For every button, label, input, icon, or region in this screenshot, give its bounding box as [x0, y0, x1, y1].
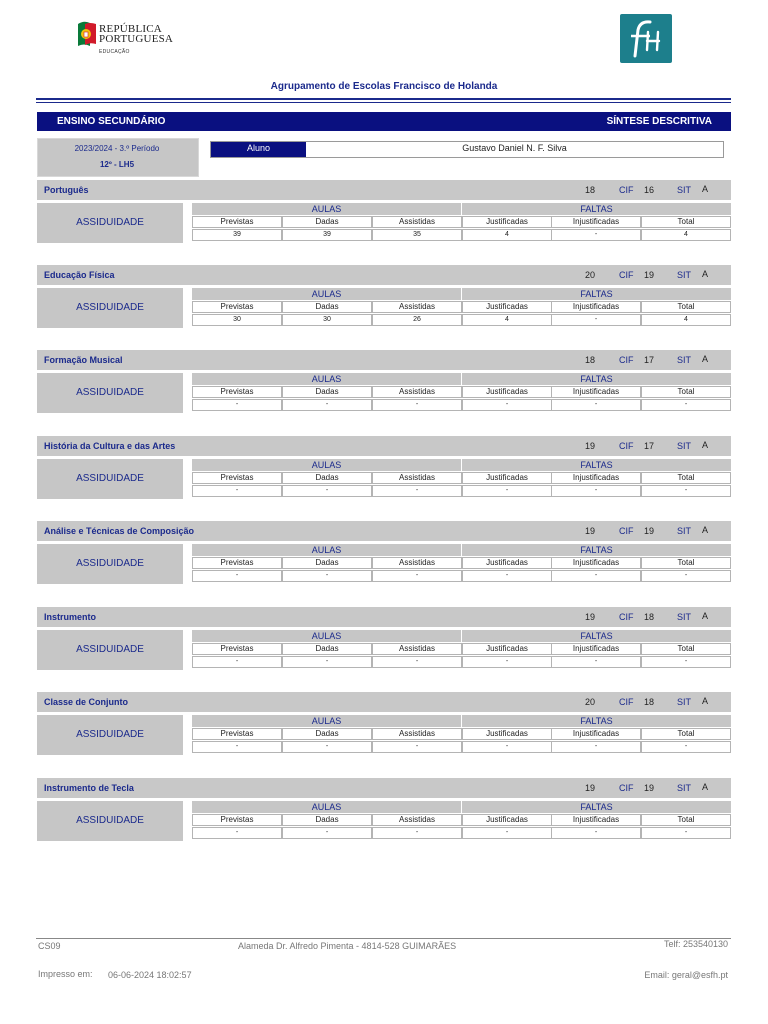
assiduidade-box — [37, 630, 183, 670]
attendance-value: - — [372, 827, 462, 839]
assiduidade-label: ASSIDUIDADE — [76, 217, 144, 228]
subject-name: Educação Física — [44, 270, 115, 280]
column-header: Injustificadas — [551, 216, 641, 228]
cif-label: CIF — [619, 185, 634, 195]
attendance-value: - — [641, 827, 731, 839]
assiduidade-label: ASSIDUIDADE — [76, 387, 144, 398]
faltas-group-header: FALTAS — [462, 288, 731, 300]
cif-label: CIF — [619, 526, 634, 536]
column-header: Total — [641, 301, 731, 313]
column-header: Dadas — [282, 557, 372, 569]
cif-label: CIF — [619, 783, 634, 793]
sit-label: SIT — [677, 185, 692, 195]
student-field — [210, 141, 724, 158]
sit-value: A — [702, 440, 709, 450]
subject-block — [37, 692, 731, 756]
column-header: Assistidas — [372, 557, 462, 569]
attendance-value: - — [641, 570, 731, 582]
cif-label: CIF — [619, 612, 634, 622]
assiduidade-box — [37, 459, 183, 499]
attendance-value: - — [551, 827, 641, 839]
column-header: Total — [641, 814, 731, 826]
assiduidade-label: ASSIDUIDADE — [76, 815, 144, 826]
gov-name-line1: REPÚBLICA — [99, 23, 162, 35]
column-header: Justificadas — [462, 386, 552, 398]
flag-emblem-icon — [76, 20, 98, 48]
subject-name: Formação Musical — [44, 355, 123, 365]
cif-value: 16 — [644, 185, 655, 195]
subject-grade: 18 — [585, 355, 596, 365]
attendance-value: - — [372, 741, 462, 753]
column-header: Assistidas — [372, 814, 462, 826]
subject-header — [37, 180, 731, 200]
column-header: Dadas — [282, 216, 372, 228]
attendance-value: - — [282, 485, 372, 497]
column-header: Total — [641, 643, 731, 655]
sit-value: A — [702, 269, 709, 279]
school-phone: Telf: 253540130 — [663, 939, 728, 949]
subject-grade: 19 — [585, 783, 596, 793]
sit-value: A — [702, 611, 709, 621]
attendance-value: - — [462, 399, 552, 411]
column-header: Total — [641, 386, 731, 398]
school-logo — [620, 14, 672, 63]
attendance-value: - — [192, 656, 282, 668]
attendance-value: 30 — [192, 314, 282, 326]
cif-value: 18 — [644, 612, 655, 622]
sit-label: SIT — [677, 612, 692, 622]
attendance-value: 30 — [282, 314, 372, 326]
column-header: Justificadas — [462, 557, 552, 569]
attendance-value: - — [462, 741, 552, 753]
title-bar — [37, 112, 731, 131]
subject-grade: 19 — [585, 612, 596, 622]
student-name: Gustavo Daniel N. F. Silva — [462, 143, 567, 153]
assiduidade-box — [37, 288, 183, 328]
column-header: Injustificadas — [551, 814, 641, 826]
column-header: Previstas — [192, 472, 282, 484]
subject-name: Instrumento — [44, 612, 97, 622]
assiduidade-label: ASSIDUIDADE — [76, 473, 144, 484]
class-name: 12º - LH5 — [99, 160, 135, 169]
column-header: Justificadas — [462, 814, 552, 826]
attendance-value: - — [551, 656, 641, 668]
cif-value: 18 — [644, 697, 655, 707]
subject-header — [37, 436, 731, 456]
column-header: Previstas — [192, 814, 282, 826]
column-header: Justificadas — [462, 216, 552, 228]
subject-header — [37, 778, 731, 798]
sit-label: SIT — [677, 526, 692, 536]
fh-monogram-icon — [620, 14, 672, 63]
aulas-group-header: AULAS — [192, 630, 461, 642]
faltas-group-header: FALTAS — [462, 373, 731, 385]
attendance-value: - — [192, 741, 282, 753]
column-header: Injustificadas — [551, 728, 641, 740]
aulas-group-header: AULAS — [192, 459, 461, 471]
attendance-value: - — [282, 656, 372, 668]
faltas-group-header: FALTAS — [462, 203, 731, 215]
subject-name: Classe de Conjunto — [44, 697, 129, 707]
attendance-value: 39 — [282, 229, 372, 241]
cif-value: 19 — [644, 526, 655, 536]
aulas-group-header: AULAS — [192, 544, 461, 556]
header-rule-thin — [36, 102, 731, 103]
subject-grade: 18 — [585, 185, 596, 195]
attendance-value: - — [551, 741, 641, 753]
assiduidade-label: ASSIDUIDADE — [76, 644, 144, 655]
attendance-value: - — [282, 827, 372, 839]
column-header: Justificadas — [462, 643, 552, 655]
subject-header — [37, 350, 731, 370]
attendance-value: - — [282, 570, 372, 582]
sit-label: SIT — [677, 783, 692, 793]
column-header: Assistidas — [372, 216, 462, 228]
sit-label: SIT — [677, 697, 692, 707]
column-header: Total — [641, 216, 731, 228]
student-label: Aluno — [211, 142, 306, 157]
column-header: Injustificadas — [551, 643, 641, 655]
attendance-value: 26 — [372, 314, 462, 326]
attendance-value: 4 — [462, 229, 552, 241]
aulas-group-header: AULAS — [192, 373, 461, 385]
assiduidade-box — [37, 715, 183, 755]
column-header: Assistidas — [372, 386, 462, 398]
subject-grade: 19 — [585, 526, 596, 536]
sit-value: A — [702, 782, 709, 792]
column-header: Assistidas — [372, 301, 462, 313]
column-header: Total — [641, 728, 731, 740]
subject-block — [37, 436, 731, 500]
subject-name: História da Cultura e das Artes — [44, 441, 176, 451]
attendance-value: - — [372, 656, 462, 668]
subject-block — [37, 350, 731, 414]
school-address: Alameda Dr. Alfredo Pimenta - 4814-528 GUIMARÃES — [238, 941, 457, 951]
attendance-value: - — [641, 399, 731, 411]
subject-name: Análise e Técnicas de Composição — [44, 526, 195, 536]
school-email: Email: geral@esfh.pt — [644, 970, 728, 980]
cif-value: 19 — [644, 270, 655, 280]
assiduidade-label: ASSIDUIDADE — [76, 302, 144, 313]
attendance-value: - — [462, 485, 552, 497]
aulas-group-header: AULAS — [192, 288, 461, 300]
column-header: Assistidas — [372, 728, 462, 740]
attendance-value: - — [551, 314, 641, 326]
column-header: Dadas — [282, 643, 372, 655]
attendance-value: - — [372, 399, 462, 411]
subject-name: Instrumento de Tecla — [44, 783, 134, 793]
subject-header — [37, 265, 731, 285]
sit-value: A — [702, 184, 709, 194]
column-header: Dadas — [282, 728, 372, 740]
subject-block — [37, 607, 731, 671]
attendance-value: 4 — [462, 314, 552, 326]
school-period: 2023/2024 - 3.º Período — [74, 144, 160, 153]
assiduidade-box — [37, 801, 183, 841]
aulas-group-header: AULAS — [192, 801, 461, 813]
header-rule — [36, 98, 731, 100]
attendance-value: - — [462, 656, 552, 668]
attendance-value: 4 — [641, 314, 731, 326]
subject-grade: 20 — [585, 270, 596, 280]
sit-value: A — [702, 525, 709, 535]
sit-value: A — [702, 696, 709, 706]
footer-rule — [36, 938, 731, 939]
column-header: Dadas — [282, 301, 372, 313]
assiduidade-box — [37, 544, 183, 584]
column-header: Dadas — [282, 472, 372, 484]
subject-header — [37, 521, 731, 541]
subject-name: Português — [44, 185, 89, 195]
attendance-value: - — [641, 656, 731, 668]
sit-label: SIT — [677, 270, 692, 280]
attendance-value: 4 — [641, 229, 731, 241]
column-header: Previstas — [192, 728, 282, 740]
attendance-value: - — [192, 399, 282, 411]
subject-header — [37, 607, 731, 627]
column-header: Previstas — [192, 386, 282, 398]
faltas-group-header: FALTAS — [462, 801, 731, 813]
attendance-value: - — [641, 741, 731, 753]
subject-header — [37, 692, 731, 712]
gov-ministry: EDUCAÇÃO — [99, 49, 130, 55]
gov-name-line2: PORTUGUESA — [99, 33, 174, 45]
subject-block — [37, 521, 731, 585]
assiduidade-label: ASSIDUIDADE — [76, 729, 144, 740]
subject-block — [37, 265, 731, 329]
attendance-value: - — [192, 827, 282, 839]
column-header: Assistidas — [372, 643, 462, 655]
cif-label: CIF — [619, 270, 634, 280]
sit-label: SIT — [677, 355, 692, 365]
column-header: Dadas — [282, 814, 372, 826]
faltas-group-header: FALTAS — [462, 459, 731, 471]
assiduidade-label: ASSIDUIDADE — [76, 558, 144, 569]
cif-value: 19 — [644, 783, 655, 793]
form-code: CS09 — [38, 941, 61, 951]
aulas-group-header: AULAS — [192, 203, 461, 215]
sit-value: A — [702, 354, 709, 364]
cif-label: CIF — [619, 355, 634, 365]
aulas-group-header: AULAS — [192, 715, 461, 727]
attendance-value: - — [372, 570, 462, 582]
attendance-value: - — [551, 485, 641, 497]
school-name: Agrupamento de Escolas Francisco de Holanda — [270, 81, 498, 92]
assiduidade-box — [37, 203, 183, 243]
column-header: Total — [641, 557, 731, 569]
column-header: Injustificadas — [551, 301, 641, 313]
subject-grade: 20 — [585, 697, 596, 707]
attendance-value: - — [462, 827, 552, 839]
attendance-value: - — [551, 399, 641, 411]
cif-label: CIF — [619, 697, 634, 707]
education-level: ENSINO SECUNDÁRIO — [57, 116, 166, 127]
printed-date: 06-06-2024 18:02:57 — [108, 970, 192, 980]
attendance-value: - — [282, 741, 372, 753]
column-header: Injustificadas — [551, 472, 641, 484]
column-header: Total — [641, 472, 731, 484]
faltas-group-header: FALTAS — [462, 715, 731, 727]
cif-value: 17 — [644, 441, 655, 451]
attendance-value: - — [372, 485, 462, 497]
assiduidade-box — [37, 373, 183, 413]
faltas-group-header: FALTAS — [462, 630, 731, 642]
column-header: Injustificadas — [551, 557, 641, 569]
column-header: Injustificadas — [551, 386, 641, 398]
subject-block — [37, 778, 731, 842]
attendance-value: 35 — [372, 229, 462, 241]
sit-label: SIT — [677, 441, 692, 451]
printed-label: Impresso em: — [38, 969, 93, 979]
attendance-value: - — [641, 485, 731, 497]
cif-label: CIF — [619, 441, 634, 451]
column-header: Dadas — [282, 386, 372, 398]
column-header: Previstas — [192, 557, 282, 569]
attendance-value: - — [192, 485, 282, 497]
faltas-group-header: FALTAS — [462, 544, 731, 556]
attendance-value: 39 — [192, 229, 282, 241]
column-header: Justificadas — [462, 472, 552, 484]
attendance-value: - — [192, 570, 282, 582]
column-header: Justificadas — [462, 728, 552, 740]
column-header: Previstas — [192, 643, 282, 655]
cif-value: 17 — [644, 355, 655, 365]
column-header: Previstas — [192, 216, 282, 228]
subject-block — [37, 180, 731, 244]
attendance-value: - — [282, 399, 372, 411]
attendance-value: - — [551, 570, 641, 582]
document-type: SÍNTESE DESCRITIVA — [606, 116, 712, 127]
column-header: Assistidas — [372, 472, 462, 484]
attendance-value: - — [551, 229, 641, 241]
column-header: Previstas — [192, 301, 282, 313]
subject-grade: 19 — [585, 441, 596, 451]
attendance-value: - — [462, 570, 552, 582]
column-header: Justificadas — [462, 301, 552, 313]
